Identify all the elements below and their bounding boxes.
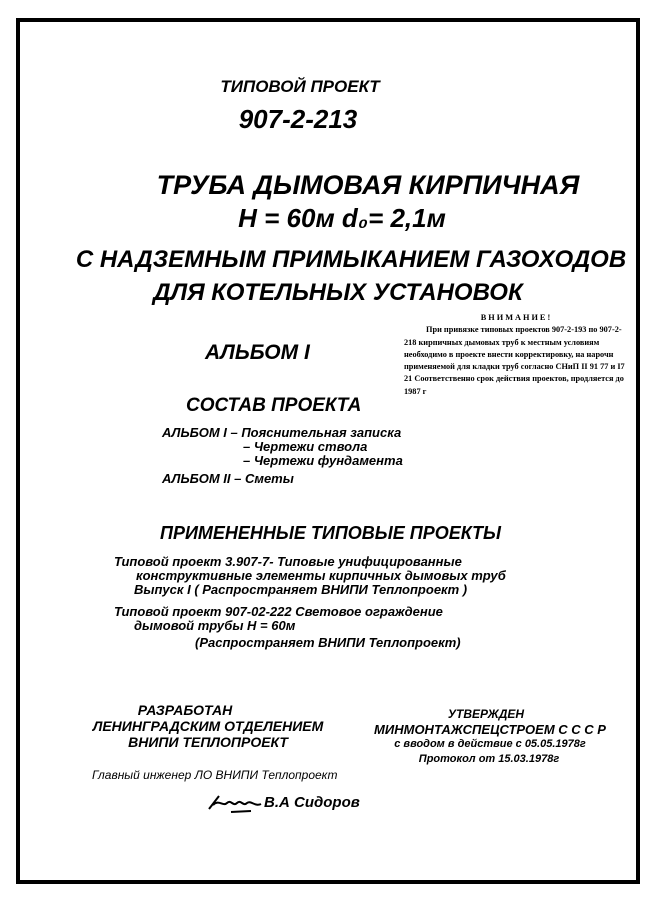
developed-line: ЛЕНИНГРАДСКИМ ОТДЕЛЕНИЕМ xyxy=(92,718,324,734)
title-line-4: ДЛЯ КОТЕЛЬНЫХ УСТАНОВОК xyxy=(153,279,523,306)
composition-item: – Чертежи ствола xyxy=(243,439,368,454)
signature-icon xyxy=(205,793,265,815)
notice-block xyxy=(404,312,629,398)
approved-line: с вводом в действие с 05.05.1978г xyxy=(394,738,586,750)
composition-item: АЛЬБОМ II – Сметы xyxy=(162,471,294,486)
applied-line: дымовой трубы H = 60м xyxy=(134,618,296,633)
developed-line: РАЗРАБОТАН xyxy=(137,702,233,718)
album-label: АЛЬБОМ I xyxy=(205,341,310,364)
applied-line: Типовой проект 3.907-7- Типовые унифицированные xyxy=(114,554,462,569)
chief-name: В.А Сидоров xyxy=(264,794,360,811)
approved-line: УТВЕРЖДЕН xyxy=(447,707,525,721)
composition-item: – Чертежи фундамента xyxy=(243,453,403,468)
approved-line: Протокол от 15.03.1978г xyxy=(418,753,560,765)
series-label: ТИПОВОЙ ПРОЕКТ xyxy=(220,77,380,96)
chief-title: Главный инженер ЛО ВНИПИ Теплопроект xyxy=(92,768,338,782)
notice-heading: ВНИМАНИЕ! xyxy=(480,313,553,322)
approved-line: МИНМОНТАЖСПЕЦСТРОЕМ С С С Р xyxy=(374,722,606,737)
applied-line: Типовой проект 907-02-222 Световое ограждение xyxy=(114,604,443,619)
composition-item: АЛЬБОМ I – Пояснительная записка xyxy=(162,425,402,440)
applied-line: (Распространяет ВНИПИ Теплопроект) xyxy=(195,635,461,650)
project-number: 907-2-213 xyxy=(238,104,358,134)
notice-text: При привязке типовых проектов 907-2-193 по 907-2-218 кирпичных дымовых труб к местным условиям необходимо в проекте внести корректировку, на нарочн применяемой для кладки труб согласно СНиП II 91 77 и I7 21 Соответственно срок действия проектов, продляется до 1987 г xyxy=(404,325,625,396)
title-line-2: H = 60м d₀= 2,1м xyxy=(238,203,446,233)
applied-line: Выпуск I ( Распространяет ВНИПИ Теплопроект ) xyxy=(134,582,468,597)
applied-line: конструктивные элементы кирпичных дымовых труб xyxy=(136,568,506,583)
title-line-1: ТРУБА ДЫМОВАЯ КИРПИЧНАЯ xyxy=(156,170,580,200)
title-line-3: С НАДЗЕМНЫМ ПРИМЫКАНИЕМ ГАЗОХОДОВ xyxy=(75,246,627,273)
applied-heading: ПРИМЕНЕННЫЕ ТИПОВЫЕ ПРОЕКТЫ xyxy=(160,523,502,543)
developed-line: ВНИПИ ТЕПЛОПРОЕКТ xyxy=(128,734,288,750)
composition-heading: СОСТАВ ПРОЕКТА xyxy=(186,395,362,416)
